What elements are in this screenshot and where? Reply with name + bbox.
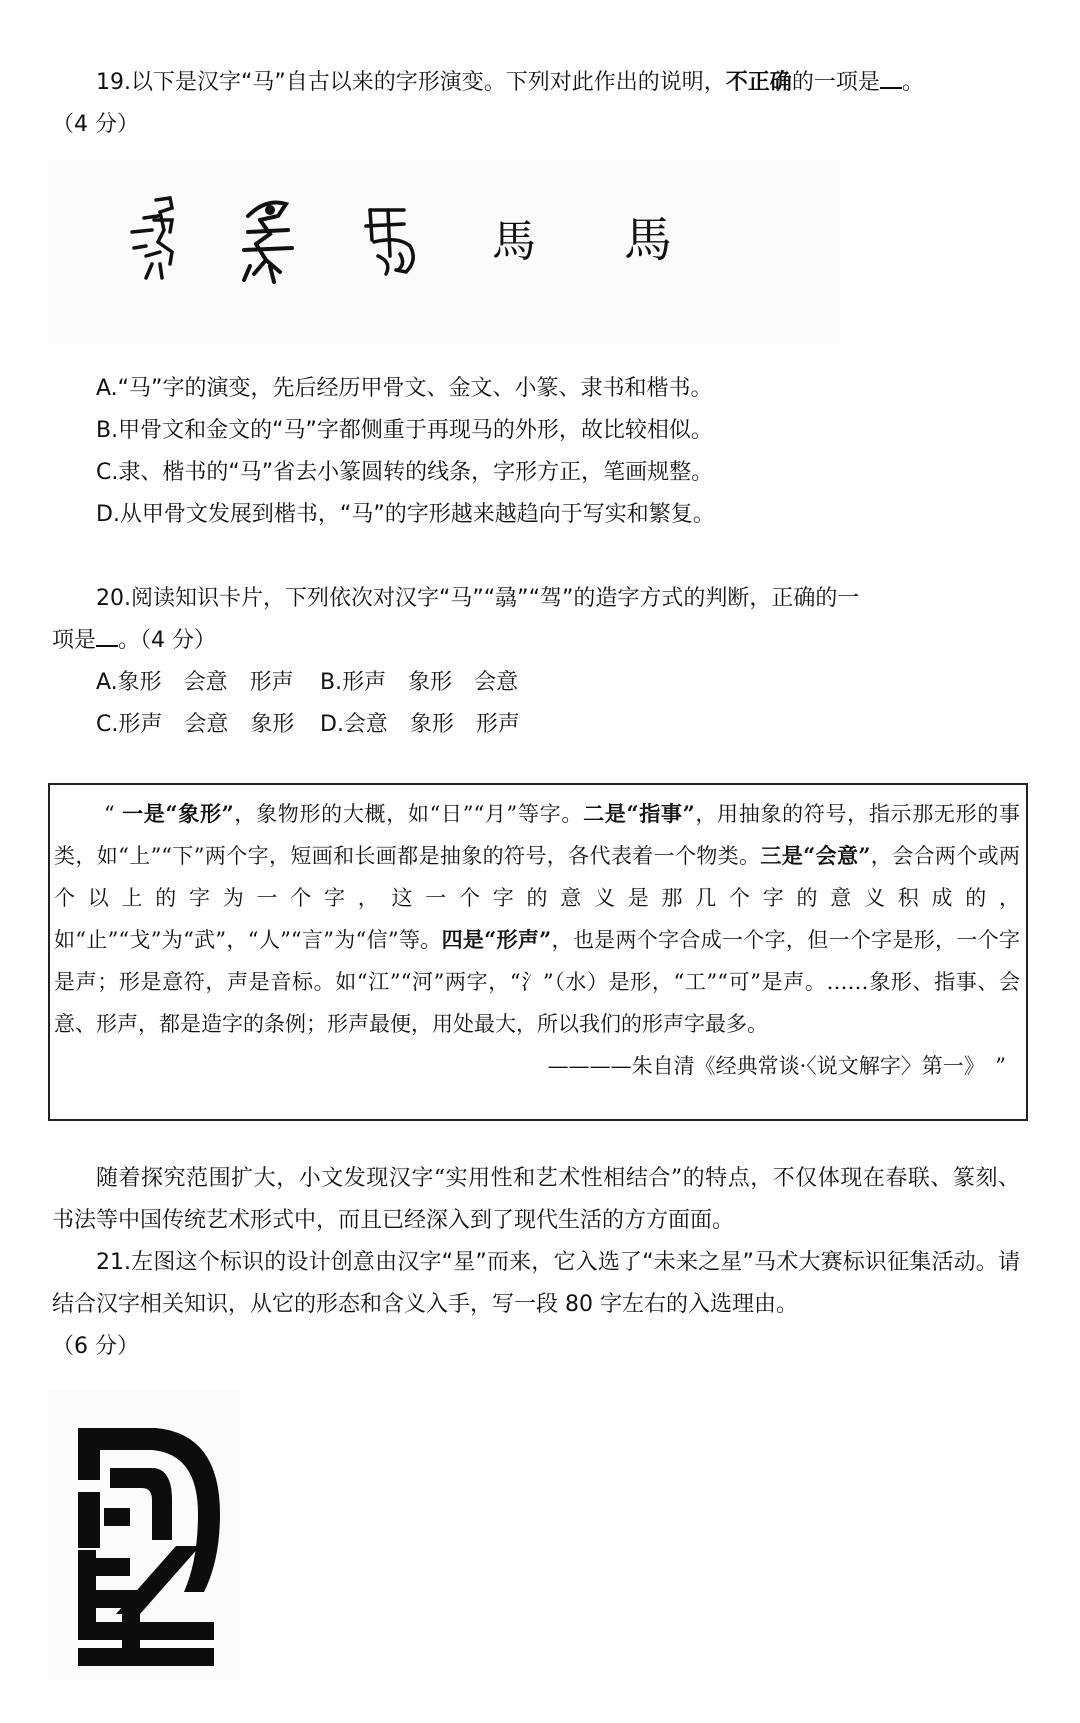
card-text-1: ，象物形的大概，如“日”“月”等字。: [233, 802, 584, 826]
q19-stem-prefix: 19.以下是汉字“马”自古以来的字形演变。下列对此作出的说明，: [96, 70, 726, 95]
q20-option-a[interactable]: A.象形 会意 形声: [96, 670, 294, 695]
card-term-ideogram: 三是“会意”: [760, 843, 871, 868]
q19-option-b[interactable]: B.甲骨文和金文的“马”字都侧重于再现马的外形，故比较相似。: [96, 418, 713, 443]
horse-evolution-image: [48, 160, 840, 342]
star-horse-logo-svg: [48, 1390, 240, 1680]
q19-answer-blank[interactable]: [880, 67, 902, 89]
q20-stem-line1: 20.阅读知识卡片，下列依次对汉字“马”“骉”“驾”的造字方式的判断，正确的一: [96, 586, 860, 611]
q19-stem-suffix: 的一项是: [791, 70, 880, 95]
q21-stem: [52, 1242, 1020, 1368]
q20-stem-prefix: 项是: [52, 628, 97, 653]
card-text-2: ，用抽象的符号，指示那无形的事类，如“上”“下”两个字，短画和长画都是抽象的符号，各代表着一个物类。: [54, 802, 1020, 868]
q19-stem-bold: 不正确: [725, 70, 792, 95]
q20-option-c[interactable]: C.形声 会意 象形: [96, 712, 295, 737]
card-text-3: ，会合两个或两个以上的字为一个字，这一个字的意义是那几个字的意义积成的，如“止”“戈”为“武”，“人”“言”为“信”等。: [54, 844, 1020, 952]
intro-text: 随着探究范围扩大，小文发现汉字“实用性和艺术性相结合”的特点，不仅体现在春联、篆刻、书法等中国传统艺术形式中，而且已经深入到了现代生活的方方面面。: [52, 1166, 1020, 1233]
card-text-4: ，也是两个字合成一个字，但一个字是形，一个字是声；形是意符，声是音标。如“江”“河”两字，“氵”（水）是形，“工”“可”是声。……象形、指事、会意、形声，都是造字的条例；形声最便，用处最大，所以我们的形声字最多。: [54, 928, 1020, 1036]
q19-stem-end: 。: [901, 70, 924, 95]
card-term-pictograph: 一是“象形”: [122, 801, 234, 826]
q21-stem-text: 21.左图这个标识的设计创意由汉字“星”而来，它入选了“未来之星”马术大赛标识征集活动。请结合汉字相关知识，从它的形态和含义入手，写一段 80 字左右的入选理由。: [52, 1250, 1020, 1317]
oracle-bone-horse-glyph: [132, 198, 172, 278]
card-signature: ————朱自清《经典常谈·〈说文解字〉第一》 ”: [547, 1054, 1006, 1078]
q19-stem: [52, 62, 1020, 146]
q19-option-c[interactable]: C.隶、楷书的“马”省去小篆圆转的线条，字形方正，笔画规整。: [96, 460, 714, 485]
card-term-indicative: 二是“指事”: [583, 801, 695, 826]
intro-paragraph: [52, 1158, 1020, 1242]
bronze-horse-glyph: [244, 203, 292, 283]
card-term-phonosemantic: 四是“形声”: [441, 927, 552, 952]
q19-option-a[interactable]: A.“马”字的演变，先后经历甲骨文、金文、小篆、隶书和楷书。: [96, 376, 713, 401]
q20-stem: [52, 578, 1020, 662]
clerical-horse-glyph: 馬: [492, 216, 536, 267]
q20-option-b[interactable]: B.形声 象形 会意: [320, 670, 519, 695]
knowledge-card-text: [54, 793, 1020, 1045]
horse-evolution-svg: [48, 160, 840, 342]
q20-stem-suffix: 。（4 分）: [118, 628, 217, 653]
small-seal-horse-glyph: [366, 210, 413, 274]
q19-option-d[interactable]: D.从甲骨文发展到楷书，“马”的字形越来越趋向于写实和繁复。: [96, 502, 715, 527]
regular-horse-glyph: 馬: [624, 212, 673, 268]
star-logo-image: [48, 1390, 240, 1680]
q20-option-d[interactable]: D.会意 象形 形声: [320, 712, 520, 737]
q21-score: （6 分）: [52, 1334, 139, 1359]
q20-answer-blank[interactable]: [96, 625, 118, 647]
knowledge-card: [48, 783, 1028, 1121]
q19-score: （4 分）: [52, 112, 139, 137]
card-open-quote: “: [104, 802, 123, 826]
